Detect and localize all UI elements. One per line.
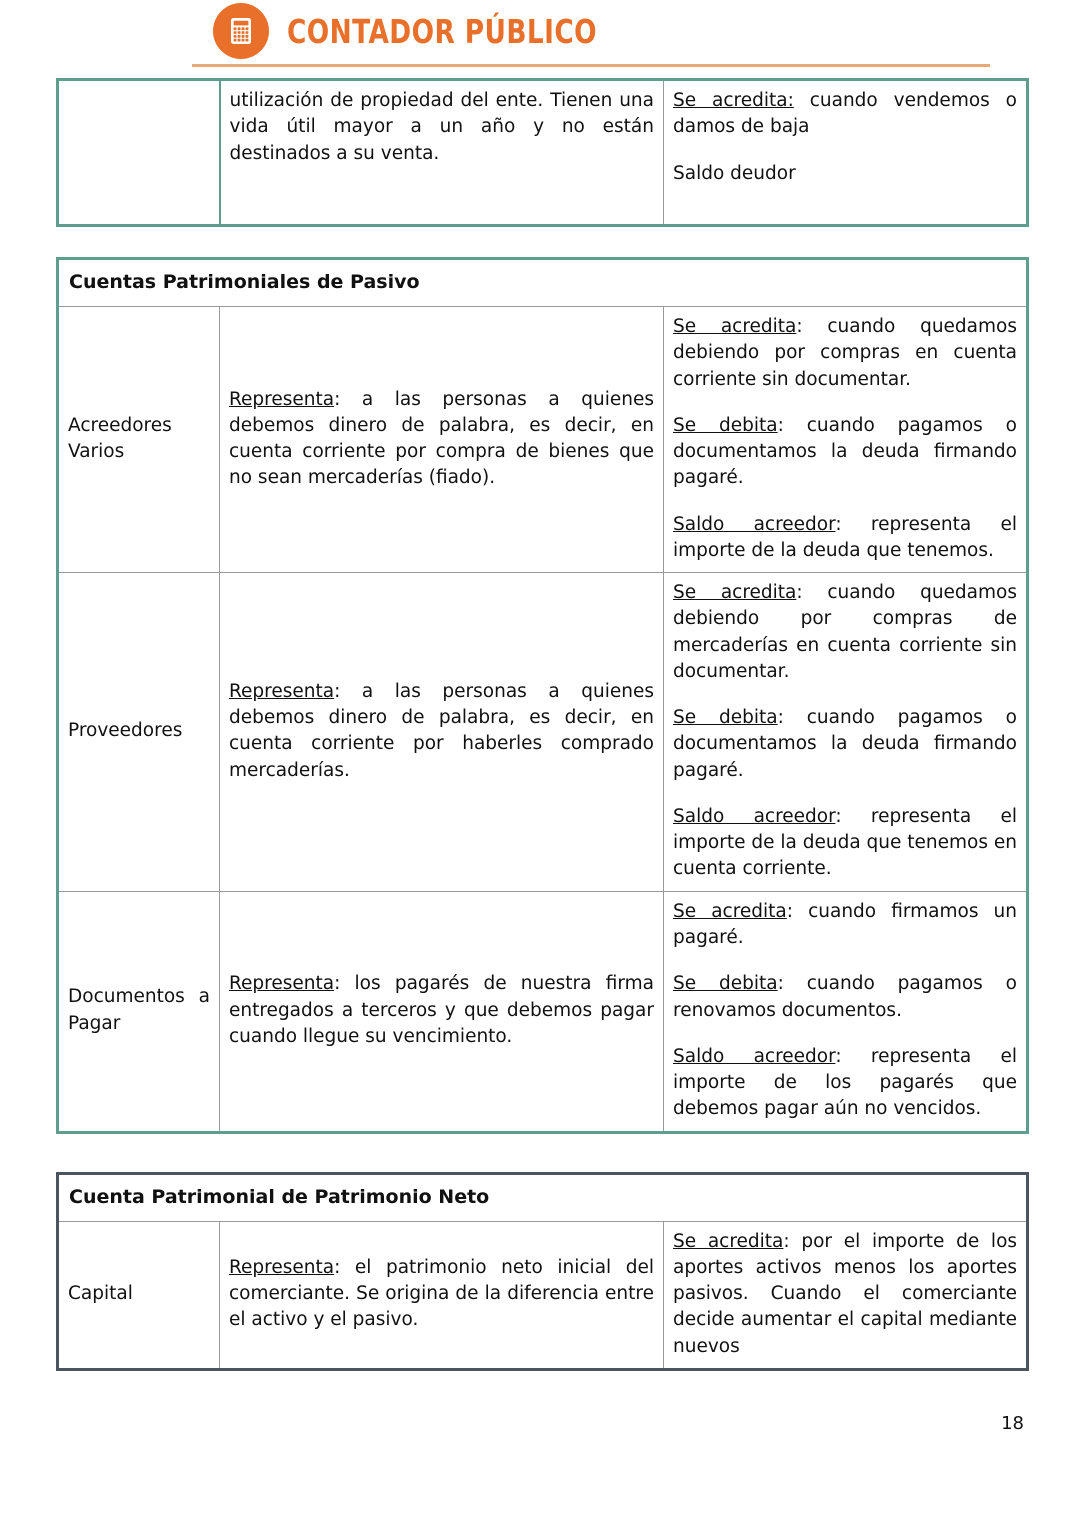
rule-text: : cuando quedamos debiendo por compras de mercaderías en cuenta corriente sin documentar. [673,582,1017,682]
account-description-cell [220,573,664,892]
pasivo-section-title: Cuentas Patrimoniales de Pasivo [58,259,1028,307]
header-divider [192,64,990,67]
account-name-cell: Capital [58,1221,220,1369]
rule-text: : representa el importe de la deuda que tenemos en cuenta corriente. [673,805,1017,880]
rule-text: : representa el importe de la deuda que tenemos. [673,513,1017,561]
rule-acredita [673,580,1017,685]
table-row [58,80,1028,226]
account-name-cell: Proveedores [58,573,220,892]
rule-debita [673,705,1017,784]
description-text [229,1255,654,1334]
description-body: : a las personas a quienes debemos dinero de palabra, es decir, en cuenta corriente por haberles comprado mercaderías. [229,680,654,781]
account-description-cell [220,80,664,226]
rule-label: Se debita [673,414,778,436]
rule-label: Se acredita [673,1230,784,1252]
description-text [229,971,654,1050]
description-label: Representa [229,973,335,995]
description-text: utilización de propiedad del ente. Tienen una vida útil mayor a un año y no están destinados a su venta. [229,90,654,164]
rule-acredita [673,1229,1017,1360]
rule-debita [673,413,1017,492]
rule-label: Saldo acreedor [673,1045,836,1067]
account-rules-cell [664,306,1028,572]
account-rules-cell [664,891,1028,1132]
rule-label: Saldo acreedor [673,513,836,535]
account-description-cell [220,1221,664,1369]
table-row [58,573,1028,892]
table-row [58,1221,1028,1369]
brand-lockup [213,3,674,59]
account-description-cell [220,306,664,572]
rule-text: : cuando pagamos o renovamos documentos. [673,973,1017,1021]
account-name-cell: Acreedores Varios [58,306,220,572]
rule-label: Saldo acreedor [673,805,836,827]
pasivo-table [56,257,1029,1134]
rule-saldo [673,512,1017,565]
rule-label: Se acredita [673,315,797,337]
rule-saldo [673,1044,1017,1123]
description-label: Representa [229,680,335,702]
calculator-icon [213,3,269,59]
account-rules-cell [664,1221,1028,1369]
table-row [58,891,1028,1132]
patrimonio-section-title: Cuenta Patrimonial de Patrimonio Neto [58,1173,1028,1221]
rule-saldo [673,804,1017,883]
account-description-cell [220,891,664,1132]
rule-text: : por el importe de los aportes activos menos los aportes pasivos. Cuando el comerciante decide aumentar el capital mediante nuevos [673,1230,1018,1357]
description-text [229,387,654,492]
rule-saldo: Saldo deudor [673,162,796,184]
table-gap [0,227,1080,257]
patrimonio-section-header-row [58,1173,1028,1221]
rule-text: : cuando pagamos o documentamos la deuda firmando pagaré. [673,414,1017,489]
rule-text: cuando vendemos o damos de baja [673,90,1018,138]
account-rules-cell [664,80,1028,226]
rule-label: Se debita [673,973,778,995]
page-header [0,0,1080,78]
rule-acredita [673,899,1017,952]
rule-acredita [673,88,1017,141]
continuation-table [56,78,1029,227]
account-name-cell: Documentos a Pagar [58,891,220,1132]
rule-label: Se acredita [673,582,797,604]
description-body: : el patrimonio neto inicial del comerciante. Se origina de la diferencia entre el activo y el pasivo. [229,1256,654,1331]
rule-text: : cuando firmamos un pagaré. [673,900,1017,949]
rule-text: : cuando quedamos debiendo por compras en cuenta corriente sin documentar. [673,315,1017,390]
rule-acredita [673,314,1017,393]
pasivo-section-header-row [58,259,1028,307]
page-number: 18 [1001,1413,1024,1434]
description-label: Representa [229,388,335,410]
brand-title: CONTADOR PÚBLICO [287,11,597,51]
rule-debita [673,971,1017,1024]
account-rules-cell [664,573,1028,892]
description-text [229,679,654,784]
account-name-cell [58,80,220,226]
description-body: : los pagarés de nuestra firma entregados a terceros y que debemos pagar cuando llegue su vencimiento. [229,973,654,1047]
description-body: : a las personas a quienes debemos dinero de palabra, es decir, en cuenta corriente por compra de bienes que no sean mercaderías (fiado). [229,388,654,489]
rule-text: : representa el importe de los pagarés que debemos pagar aún no vencidos. [673,1045,1017,1120]
rule-text: : cuando pagamos o documentamos la deuda firmando pagaré. [673,707,1017,781]
patrimonio-neto-table [56,1172,1029,1371]
rule-label: Se acredita [673,900,787,922]
table-gap [0,1134,1080,1172]
rule-label: Se debita [673,707,778,729]
table-row [58,306,1028,572]
rule-label: Se acredita: [673,90,794,111]
description-label: Representa [229,1256,335,1278]
